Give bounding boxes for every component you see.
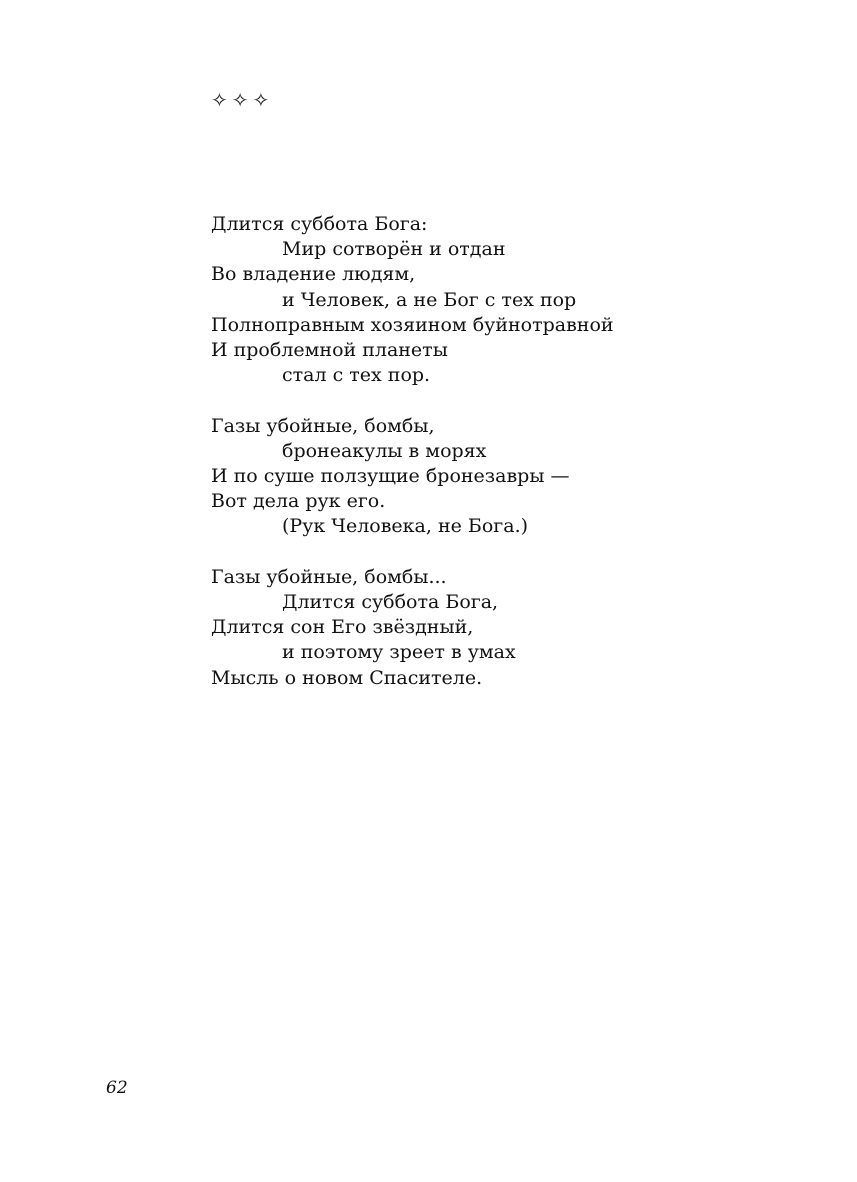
poem-line: Мысль о новом Спасителе. bbox=[211, 666, 483, 689]
poem-line: И по суше ползущие бронезавры — bbox=[211, 465, 570, 488]
poem-line: Полноправным хозяином буйнотравной bbox=[211, 313, 614, 336]
page-number: 62 bbox=[106, 1078, 128, 1098]
poem-line: Во владение людям, bbox=[211, 263, 416, 286]
stanza bbox=[211, 212, 771, 388]
poem-line: и Человек, а не Бог с тех пор bbox=[282, 288, 577, 311]
stanza bbox=[211, 565, 771, 691]
section-ornament: ✧✧✧ bbox=[211, 88, 274, 112]
poem-line: И проблемной планеты bbox=[211, 339, 448, 362]
poem-line: стал с тех пор. bbox=[282, 364, 431, 387]
poem-line: (Рук Человека, не Бога.) bbox=[282, 515, 529, 538]
poem-line: бронеакулы в морях bbox=[282, 439, 487, 462]
poem-line: Длится суббота Бога, bbox=[282, 591, 499, 614]
poem-line: Мир сотворён и отдан bbox=[282, 238, 506, 261]
poem-line: Газы убойные, бомбы, bbox=[211, 414, 435, 437]
poem-line: Длится суббота Бога: bbox=[211, 213, 428, 235]
poem-line: Длится сон Его звёздный, bbox=[211, 616, 474, 639]
poem-line: Газы убойные, бомбы... bbox=[211, 565, 447, 588]
poem-line: Вот дела рук его. bbox=[211, 490, 386, 513]
poem bbox=[211, 212, 771, 716]
poem-line: и поэтому зреет в умах bbox=[282, 641, 516, 664]
stanza bbox=[211, 414, 771, 540]
